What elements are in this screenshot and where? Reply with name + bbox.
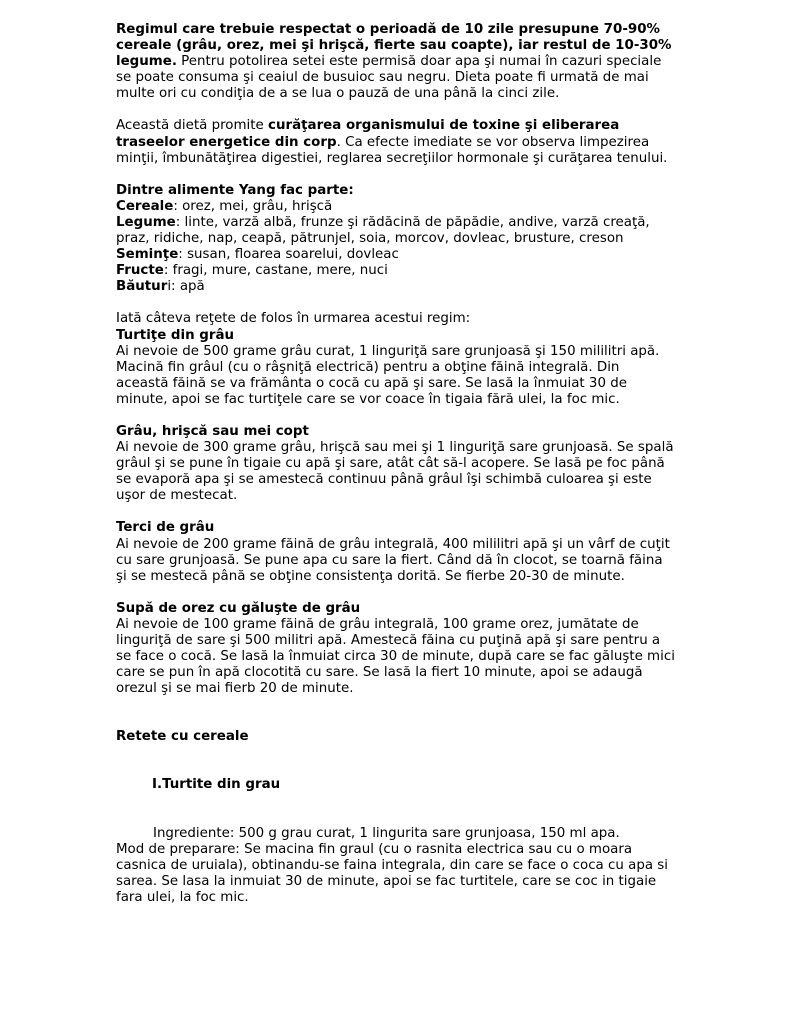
benefits-paragraph xyxy=(116,118,676,166)
benefits-text-end: . Ca efecte imediate se vor observa limpezirea minţii, îmbunătăţirea digestiei, reglarea secreţiilor hormonale şi curăţarea tenului. xyxy=(116,134,668,166)
recipe-title: Turtiţe din grâu xyxy=(116,327,235,343)
intro-bold-text: Regimul care trebuie respectat o perioadă de 10 zile presupune 70-90% cereale (grâu, orez, mei şi hrişcă, fierte sau coapte), iar restul de 10-30% legume. xyxy=(116,22,672,70)
yang-item-label: Cereale xyxy=(116,198,174,214)
yang-item-text: : fragi, mure, castane, mere, nuci xyxy=(163,263,388,279)
recipe-title: Grâu, hrişcă sau mei copt xyxy=(116,423,309,439)
yang-item-label: Fructe xyxy=(116,263,164,279)
yang-item-seminte xyxy=(116,247,676,263)
recipe-body: Ai nevoie de 500 grame grâu curat, 1 linguriţă sare grunjoasă şi 150 mililitri apă. Macină fin grâul (cu o râşniţă electrică) pentru a obţine făină integrală. Din această făină se va frământa o cocă cu apă şi sare. Se lasă la înmuiat 30 de minute, apoi se fac turtiţele care se vor coace în tigaia fără ulei, la foc mic. xyxy=(116,343,660,407)
yang-item-text: : susan, floarea soarelui, dovleac xyxy=(178,247,399,263)
yang-item-legume xyxy=(116,215,676,247)
intro-text: Pentru potolirea setei este permisă doar apa şi numai în cazuri speciale se poate consuma şi ceaiul de busuioc sau negru. Dieta poate fi urmată de mai multe ori cu condiţia de a se lua o pauză de una până la cinci zile. xyxy=(116,54,662,102)
yang-item-label: Legume xyxy=(116,214,176,230)
preparation-text: Mod de preparare: Se macina fin graul (cu o rasnita electrica sau cu o moara casnica de uruiala), obtinandu-se faina integrala, din care se face o coca cu apa si sarea. Se lasa la inmuiat 30 de minute, apoi se fac turtitele, care se coc in tigaie fara ulei, la foc mic. xyxy=(116,841,668,905)
sub-heading: I.Turtite din grau xyxy=(152,777,281,793)
ingredients-text: Ingrediente: 500 g grau curat, 1 lingurita sare grunjoasa, 150 ml apa. xyxy=(153,825,620,841)
yang-item-text: : linte, varză albă, frunze şi rădăcină de păpădie, andive, varză creaţă, praz, ridiche, nap, ceapă, pătrunjel, soia, morcov, dovleac, brusture, creson xyxy=(116,214,650,247)
yang-item-bauturi xyxy=(116,279,676,295)
yang-item-text: : orez, mei, grâu, hrişcă xyxy=(173,198,333,214)
document-page xyxy=(116,22,676,906)
benefits-text-start: Această dietă promite xyxy=(116,118,269,134)
yang-item-cereale xyxy=(116,199,676,215)
yang-item-label: Seminţe xyxy=(116,247,179,263)
section-heading: Retete cu cereale xyxy=(116,729,249,745)
yang-heading: Dintre alimente Yang fac parte: xyxy=(116,182,354,198)
intro-paragraph xyxy=(116,22,676,102)
yang-item-text: i: apă xyxy=(167,279,205,295)
recipe-body: Ai nevoie de 300 grame grâu, hrişcă sau mei şi 1 linguriţă sare grunjoasă. Se spală grâul şi se pune în tigaie cu apă şi sare, atât cât să-l acopere. Se lasă pe foc până se evaporă apa şi se amestecă continuu până grâul îşi schimbă culoarea şi este uşor de mestecat. xyxy=(116,440,674,504)
recipes-intro: Iată câteva reţete de folos în urmarea acestui regim: xyxy=(116,311,471,327)
yang-item-label: Băutur xyxy=(116,279,168,295)
recipe-body: Ai nevoie de 100 grame făină de grâu integrală, 100 grame orez, jumătate de linguriţă de sare şi 500 militri apă. Amestecă făina cu puţină apă şi sare pentru a se face o cocă. Se lasă la înmuiat circa 30 de minute, după care se fac găluşte mici care se pun în apă clocotită cu sare. Se lasă la fiert 10 minute, apoi se adaugă orezul şi se mai fierb 20 de minute. xyxy=(116,616,675,697)
recipe-title: Supă de orez cu găluşte de grâu xyxy=(116,600,361,616)
benefits-bold-text: curăţarea organismului de toxine şi eliberarea traseelor energetice din corp xyxy=(116,118,620,150)
recipe-title: Terci de grâu xyxy=(116,520,215,536)
yang-item-fructe xyxy=(116,263,676,279)
recipe-body: Ai nevoie de 200 grame făină de grâu integrală, 400 mililitri apă şi un vârf de cuţit cu sare grunjoasă. Se pune apa cu sare la fiert. Când dă în clocot, se toarnă făina şi se mestecă până se obţine consistenţa dorită. Se fierbe 20-30 de minute. xyxy=(116,536,670,584)
